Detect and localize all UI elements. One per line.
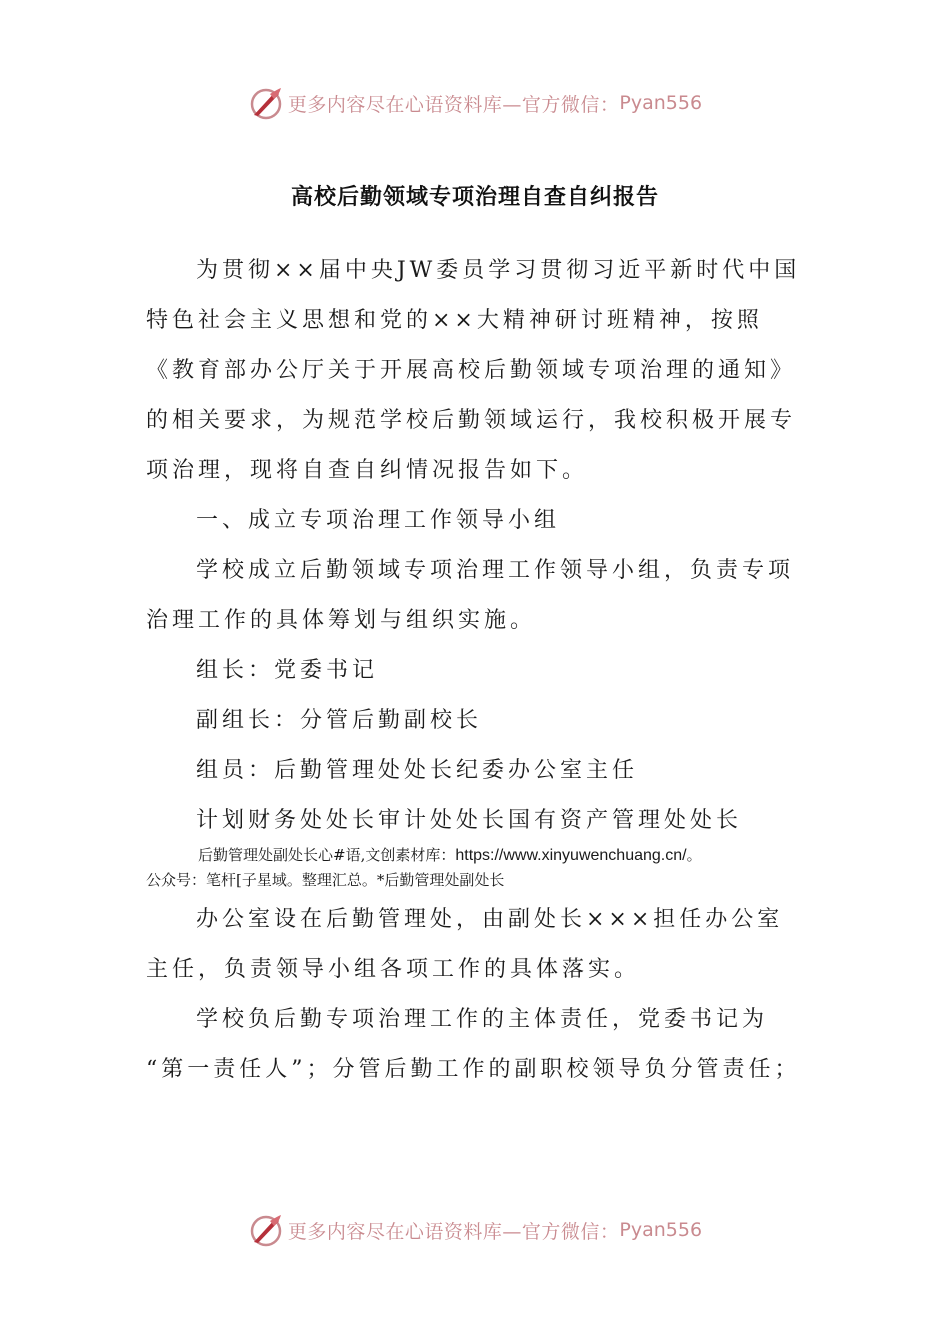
text-line: 《教育部办公厅关于开展高校后勤领域专项治理的通知》	[146, 358, 797, 383]
note-text: 后勤管理处副处长心#语,文创素材库：	[198, 846, 456, 864]
note-line-2: 公众号：笔杆[子星域。整理汇总。*后勤管理处副处长	[146, 871, 505, 889]
members-line-2	[146, 796, 806, 846]
text-line: 特色社会主义思想和党的××大精神研讨班精神，按照	[146, 308, 763, 333]
text-line: 副组长：分管后勤副校长	[196, 708, 483, 733]
text-line: 为贯彻××届中央JW委员学习贯彻习近平新时代中国	[196, 258, 801, 283]
text-line: 治理工作的具体筹划与组织实施。	[146, 608, 537, 633]
text-line: 学校负后勤专项治理工作的主体责任，党委书记为	[196, 1007, 769, 1032]
source-url-link[interactable]: https://www.xinyuwenchuang.cn/	[455, 847, 687, 864]
intro-paragraph	[146, 246, 806, 496]
section-heading	[146, 496, 806, 546]
header-banner	[0, 83, 950, 123]
quill-logo-icon	[248, 85, 284, 121]
footer-banner	[0, 1210, 950, 1250]
text-line: 学校成立后勤领域专项治理工作领导小组，负责专项	[196, 558, 795, 583]
responsibility-paragraph	[146, 995, 806, 1095]
text-line: 组长：党委书记	[196, 658, 379, 683]
text-line: 组员：后勤管理处处长纪委办公室主任	[196, 758, 639, 783]
leader-line	[146, 646, 806, 696]
deputy-leader-line	[146, 696, 806, 746]
text-line: 项治理，现将自查自纠情况报告如下。	[146, 458, 589, 483]
members-line	[146, 746, 806, 796]
document-title: 高校后勤领域专项治理自查自纠报告	[290, 185, 659, 210]
note-line-1	[146, 843, 826, 868]
text-line: 办公室设在后勤管理处，由副处长×××担任办公室	[196, 907, 784, 932]
banner-wechat: Pyan556	[619, 92, 703, 114]
text-line: 计划财务处处长审计处处长国有资产管理处处长	[196, 808, 743, 833]
text-line: “第一责任人”；分管后勤工作的副职校领导负分管责任；	[146, 1057, 801, 1082]
text-line: 主任，负责领导小组各项工作的具体落实。	[146, 957, 641, 982]
banner-text: 更多内容尽在心语资料库—官方微信：	[287, 1220, 620, 1243]
text-line: 的相关要求，为规范学校后勤领域运行，我校积极开展专	[146, 408, 797, 433]
leadership-paragraph	[146, 546, 806, 646]
note-text: 。	[686, 846, 702, 864]
text-line: 一、成立专项治理工作领导小组	[196, 508, 561, 533]
office-paragraph	[146, 895, 806, 995]
banner-text: 更多内容尽在心语资料库—官方微信：	[287, 93, 620, 116]
quill-logo-icon	[248, 1212, 284, 1248]
banner-wechat: Pyan556	[619, 1219, 703, 1241]
inserted-note	[146, 843, 826, 892]
